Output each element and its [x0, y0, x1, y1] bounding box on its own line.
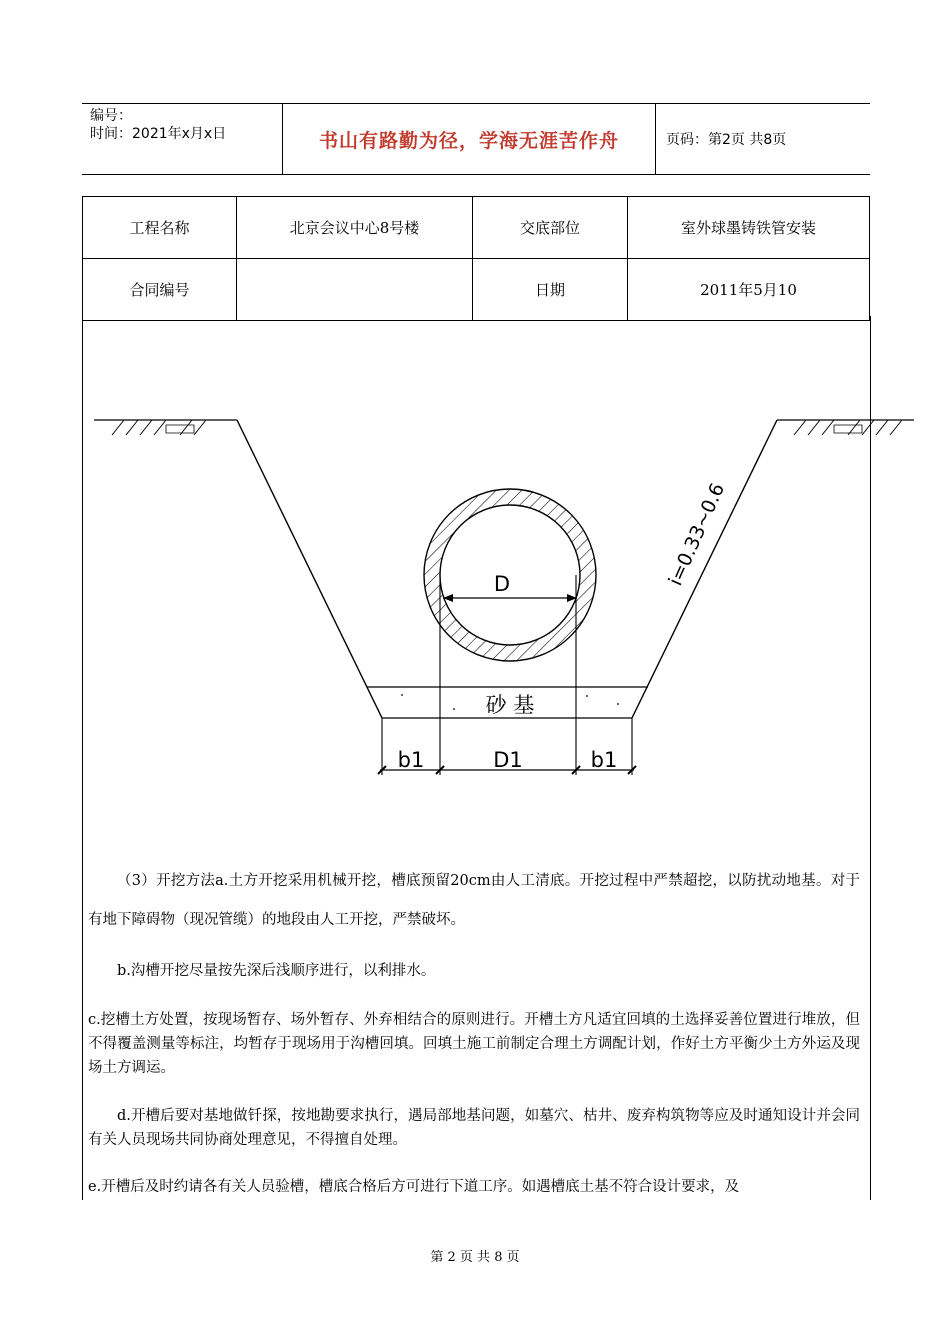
contract-value: [237, 259, 473, 321]
time-label: 时间：2021年x月x日: [90, 126, 227, 142]
header-meta: [82, 104, 283, 174]
trench-walls: [237, 420, 777, 718]
project-name-label: 工程名称: [83, 197, 237, 259]
table-row: [83, 259, 870, 321]
slope-label: i=0.33~0.6: [664, 479, 730, 590]
paragraph-5: e.开槽后及时约请各有关人员验槽，槽底合格后方可进行下道工序。如遇槽底土基不符合设计要求，及: [88, 1179, 740, 1195]
dim-d1: D1: [493, 748, 523, 772]
number-label: 编号：: [90, 108, 132, 124]
paragraph-1: （3）开挖方法a.土方开挖采用机械开挖，槽底预留20cm由人工清底。开挖过程中严禁超挖，以防扰动地基。对于有地下障碍物（现况管缆）的地段由人工开挖，严禁破坏。: [88, 873, 860, 928]
paragraph-2: b.沟槽开挖尽量按先深后浅顺序进行，以利排水。: [117, 963, 436, 979]
page-footer: 第 2 页 共 8 页: [430, 1250, 520, 1265]
page-header: [82, 103, 870, 175]
dimension-lines: [378, 575, 636, 775]
paragraph-4: d.开槽后要对基地做钎探，按地勘要求执行，遇局部地基问题，如墓穴、枯井、废弃构筑物等应及时通知设计并会同有关人员现场共同协商处理意见，不得擅自处理。: [88, 1108, 860, 1148]
date-label: 日期: [473, 259, 628, 321]
trench-diagram: [82, 395, 922, 795]
table-row: [83, 197, 870, 259]
dim-b1-left: b1: [397, 748, 425, 772]
motto: 书山有路勤为径，学海无涯苦作舟: [318, 129, 619, 152]
pipe-diameter-label: D: [493, 572, 511, 596]
pipe: [412, 485, 612, 675]
header-motto-cell: [283, 104, 656, 174]
part-value: 室外球墨铸铁管安装: [628, 197, 870, 259]
contract-label: 合同编号: [83, 259, 237, 321]
header-page-cell: [656, 104, 870, 174]
sand-base-label: 砂 基: [485, 693, 535, 717]
project-name: 北京会议中心8号楼: [237, 197, 473, 259]
ground-left: [94, 420, 237, 435]
dim-b1-right: b1: [590, 748, 618, 772]
info-table: [82, 196, 870, 321]
part-label: 交底部位: [473, 197, 628, 259]
paragraph-3: c.挖槽土方处置，按现场暂存、场外暂存、外弃相结合的原则进行。开槽土方凡适宜回填的土选择妥善位置进行堆放，但不得覆盖测量等标注，均暂存于现场用于沟槽回填。回填土施工前制定合理土方调配计划，作好土方平衡少土方外运及现场土方调运。: [88, 1012, 860, 1076]
date-value: 2011年5月10: [628, 259, 870, 321]
page-code: 页码：第2页 共8页: [666, 132, 787, 148]
sand-base: [367, 687, 648, 718]
ground-right: [777, 420, 914, 435]
